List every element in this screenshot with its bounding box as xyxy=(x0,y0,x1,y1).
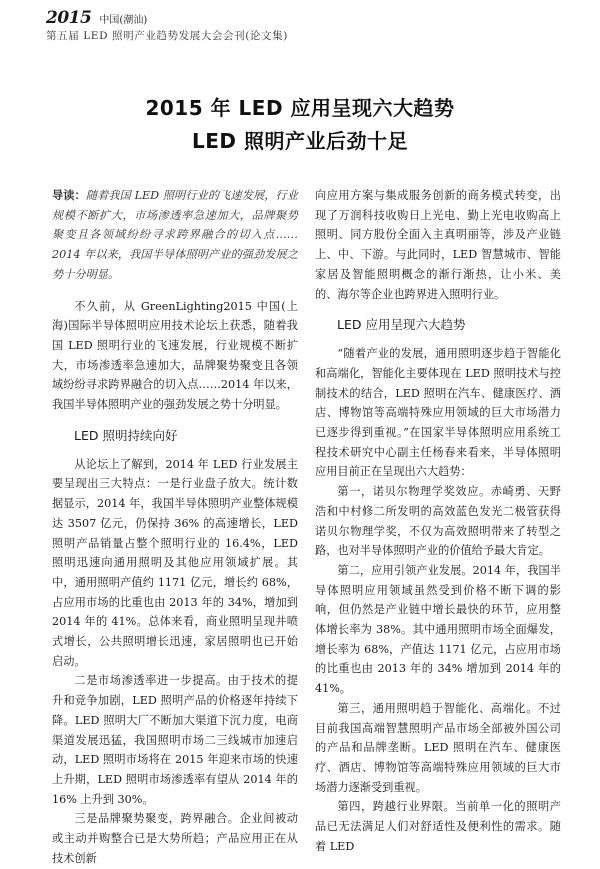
paragraph-continued: 向应用方案与集成服务创新的商务模式转变，出现了万润科技收购日上光电、勤上光电收购高上照明、同方股份全面入主真明丽等，涉及产业链上、中、下游。与此同时，LED 智慧城市、智能家居及智能照明概念的渐行渐热，让小米、美的、海尔等企业也跨界进入照明行业。 xyxy=(315,189,561,301)
paragraph: 第三，通用照明趋于智能化、高端化。不过目前我国高端智慧照明产品市场全部被外国公司的产品和品牌垄断。LED 照明在汽车、健康医疗、酒店、博物馆等高端特殊应用领域的巨大市场潜力逐渐受到重视。 xyxy=(315,701,561,794)
paragraph: 第二，应用引领产业发展。2014 年，我国半导体照明应用领域虽然受到价格不断下调的影响，但仍然是产业链中增长最快的环节，应用整体增长率为 38%。其中通用照明市场全面爆发，增长率为 68%，产值达 1171 亿元，占应用市场的比重也由 2013 年的 34% 增加到 2014 年的 41%。 xyxy=(315,563,561,696)
paragraph: 第四，跨越行业界限。当前单一化的照明产品已无法满足人们对舒适性及便利性的需求。随着 LED xyxy=(315,800,561,853)
logo-year: 2015 xyxy=(46,8,92,28)
section-heading-2: LED 应用呈现六大趋势 xyxy=(337,317,466,333)
header-city: 中国(潮汕) xyxy=(99,15,148,26)
abstract-text: 随着我国 LED 照明行业的飞速发展，行业规模不断扩大，市场渗透率急速加大，品牌聚势聚变且各领域纷纷寻求跨界融合的切入点……2014 年以来，我国半导体照明产业的强劲发展之势十分明显。 xyxy=(52,189,298,281)
section-heading-1: LED 照明持续向好 xyxy=(74,427,178,443)
title-line-2: LED 照明产业后劲十足 xyxy=(192,129,408,153)
article-title xyxy=(0,92,600,158)
left-column xyxy=(52,186,298,869)
paragraph: 从论坛上了解到，2014 年 LED 行业发展主要呈现出三大特点：一是行业盘子放大。统计数据显示，2014 年，我国半导体照明产业整体规模达 3507 亿元，仍保持 36% 的高速增长，LED 照明产品销量占整个照明行业的 16.4%，LED 照明迅速向通用照明及其他应用领域扩展。其中，通用照明产值约 1171 亿元，增长约 68%，占应用市场的比重也由 2013 年的 34%，增加到 2014 年的 41%。总体来看，商业照明呈现井喷式增长，公共照明增长迅速，家居照明也已开始启动。 xyxy=(52,457,298,668)
paragraph: 第一，诺贝尔物理学奖效应。赤崎勇、天野浩和中村修二所发明的高效蓝色发光二极管获得诺贝尔物理学奖，不仅为高效照明带来了转型之路，也对半导体照明产业的价值给予最大肯定。 xyxy=(315,485,561,558)
paragraph: 三是品牌聚势聚变，跨界融合。企业间被动或主动并购整合已是大势所趋；产品应用正在从技术创新 xyxy=(52,812,298,865)
abstract-label: 导读： xyxy=(52,188,86,202)
paragraph: 二是市场渗透率进一步提高。由于技术的提升和竞争加剧，LED 照明产品的价格逐年持续下降。LED 照明大厂不断加大渠道下沉力度，电商渠道发展迅猛，我国照明市场二三线城市加速启动，LED 照明市场将在 2015 年迎来市场的快速上升期，LED 照明市场渗透率有望从 2014 年的 16% 上升到 30%。 xyxy=(52,674,298,806)
title-line-1: 2015 年 LED 应用呈现六大趋势 xyxy=(145,96,455,120)
conference-name: 第五届 LED 照明产业趋势发展大会会刊(论文集) xyxy=(46,30,288,42)
abstract xyxy=(52,186,298,285)
right-column xyxy=(315,186,561,857)
intro-paragraph: 不久前，从 GreenLighting2015 中国(上海)国际半导体照明应用技术论坛上获悉，随着我国 LED 照明行业的飞速发展，行业规模不断扩大，市场渗透率急速加大，品牌聚势聚变且各领域纷纷寻求跨界融合的切入点……2014 年以来，我国半导体照明产业的强劲发展之势十分明显。 xyxy=(52,299,298,412)
paragraph: “随着产业的发展，通用照明逐步趋于智能化和高端化，智能化主要体现在 LED 照明技术与控制技术的结合，LED 照明在汽车、健康医疗、酒店、博物馆等高端特殊应用领域的巨大市场潜力已逐步得到重视。”在国家半导体照明应用系统工程技术研究中心副主任杨春来看来，半导体照明应用目前正在呈现出六大趋势： xyxy=(315,347,561,479)
running-header xyxy=(46,8,566,43)
